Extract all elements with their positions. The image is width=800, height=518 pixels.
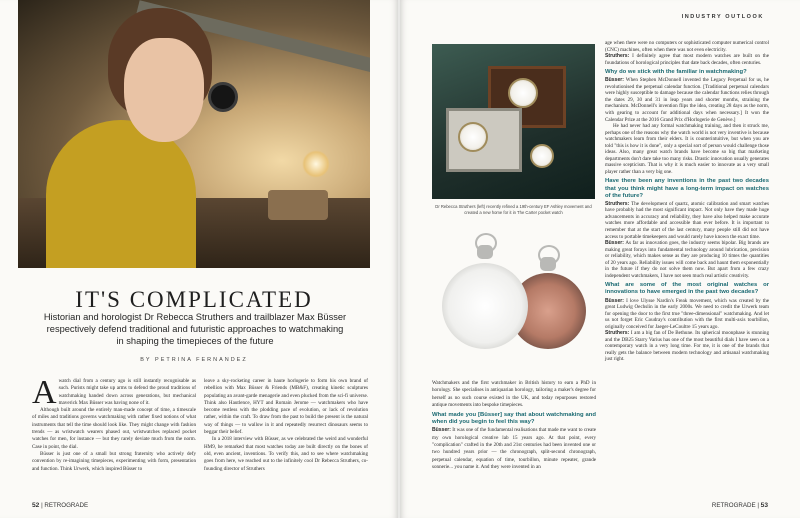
interview-answer: [432, 427, 596, 471]
answer-text: I am a big fan of De Bethune. Its spherical moonphase is stunning and the DB25 Starry Varius has one of the most beautiful dials I have seen on a contemporary watch in a very long time. For me, it is one of the brands that really gets the balance between modern technology and artisanal watchmaking just right.: [605, 330, 769, 363]
answer-text: I definitely agree that most modern watches are built on the foundations of horological principles that date back decades, often centuries.: [605, 53, 769, 66]
right-page: [400, 0, 800, 518]
hero-lamp-glow: [302, 150, 330, 178]
drop-cap: A: [32, 374, 57, 411]
interview-answer: [605, 240, 769, 279]
speaker-label: Struthers:: [605, 330, 630, 337]
speaker-label: Struthers:: [605, 200, 630, 207]
body-paragraph: Büsser is just one of a small but strong fraternity who actively defy convention by re-imagining timepieces, experimenting with form, presentation and function. Think Urwerk, which inspired Büsser to: [32, 450, 196, 472]
body-column-3: [432, 380, 596, 471]
body-paragraph: Watchmakers and the first watchmaker in British history to earn a PhD in horology. She specialises in antiquarian horology, tailoring a maker's degree for herself as no such course existed in the UK, and today repurposes restored antique movements into bespoke timepieces.: [432, 380, 596, 408]
interview-question: What are some of the most original watches or innovations to have emerged in the past two decades?: [605, 282, 769, 296]
answer-text: As far as innovation goes, the industry seems bipolar. Big brands are making great forays into fundamental technology around lubrication, precision or reliability, which makes sense as they are producing 10 times the quantities of 20 years ago. Reliability issues will come back and haunt them exponentially in the future if they do not solve them now. But apart from a few crazy independent watchmakers, I have not seen much real artistic creativity.: [605, 240, 769, 279]
interview-answer: [605, 330, 769, 363]
photo-pocket-watches: [440, 233, 590, 373]
interview-answer: [605, 53, 769, 66]
body-paragraph: Although built around the entirely man-made concept of time, a timescale of miles and traditions governs watchmaking with rather fixed notions of what instruments that tell the time should look like. They might change with fashion trends — as wristwatch wearers phased out, wristwatches replaced pocket watches for men, for instance — but they rarely deviate much from the norm. Case in point, the dial.: [32, 407, 196, 450]
answer-text: It was one of the fundamental realisations that made me want to create my own horological creative lab 15 years ago. At that point, every "complication" crafted in the 20th and 21st centuries had been invented one or two hundred years prior — the chronograph, split-second chronograph, perpetual calendar, equation of time, tourbillon, minute repeater, grande sonnerie... you name it. And they were invented in an: [432, 427, 596, 470]
right-folio: RETROGRADE | 53: [711, 502, 768, 509]
body-paragraph: age when there were no computers or sophisticated computer numerical control (CNC) machines, often when there was not even electricity.: [605, 40, 769, 53]
hero-person: [46, 8, 216, 268]
photo-caption: Dr Rebecca Struthers (left) recently refined a 19th-century EF Ashley movement and created a new home for it in The Carter pocket watch: [435, 204, 592, 215]
left-page: [0, 0, 398, 518]
watch-crown-icon: [477, 245, 493, 259]
answer-text: When Stephen McDonnell invented the Legacy Perpetual for us, he revolutionised the perpetual calendar function. [Traditional perpetual calendars were highly susceptible to damage because the calendar functions relies through the dates 29, 30 and 31 in leap years and shorter months, straining the mechanism. McDonnell's invention flips the idea, creating 28 days as the norm, with gearing to account for additional days when necessary.] It won the Calendar Prize at the 2016 Grand Prix d'Horlogerie de Genève.]: [605, 77, 769, 123]
speaker-label: Büsser:: [605, 297, 624, 304]
left-page-number: 52: [32, 502, 40, 509]
hero-photo-watchmaker: [18, 0, 370, 268]
interview-answer: [605, 298, 769, 331]
body-paragraph: leave a sky-rocketing career in haute horlogerie to form his own brand of rebellion with Max Büsser & Friends (MB&F), creating kinetic sculptures populating an avant-garde menagerie and even plucked from the sci-fi universe. Think also Hautlence, HYT and Romain Jerome — watchmakers who have become restless with the plodding pace of evolution, or lack of revolution rather, within the craft. To draw from the past to build the present is the natural way of things — to wallow in it and repeatedly resurrect dinosaurs seems to beggar their belief.: [204, 378, 368, 436]
pocket-watch-icon: [530, 144, 554, 168]
interview-question: Why do we stick with the familiar in watchmaking?: [605, 69, 747, 76]
body-column-4: [605, 40, 769, 363]
speaker-label: Struthers:: [605, 53, 630, 60]
body-column-1: [32, 374, 196, 473]
photo-watch-cases: [432, 44, 595, 199]
body-column-2: [204, 378, 368, 473]
section-tag: INDUSTRY OUTLOOK: [681, 14, 764, 20]
pocket-watch-icon: [508, 78, 538, 108]
left-folio: 52 | RETROGRADE: [32, 502, 89, 509]
hero-tool-block: [268, 190, 328, 220]
body-paragraph: [32, 374, 196, 411]
interview-question: What made you [Büsser] say that about watchmaking and when did you begin to feel this way?: [432, 412, 596, 426]
pocket-watch-icon: [458, 122, 488, 152]
article-title: IT'S COMPLICATED: [75, 287, 313, 312]
right-page-number: 53: [760, 502, 768, 509]
speaker-label: Büsser:: [605, 77, 624, 84]
watch-crown-icon: [540, 257, 556, 271]
speaker-label: Büsser:: [605, 240, 624, 247]
interview-answer: [605, 201, 769, 240]
answer-text: The development of quartz, atomic calibration and smart watches have probably had the most significant impact. Not only have they made huge advancements in accuracy and reliability, they have also helped make accurate watches more affordable and accessible than ever before. It is important to remember that at the start of the last century, many people still did not have access to portable timekeepers and would rarely have known the exact time.: [605, 200, 769, 240]
left-magazine-name: RETROGRADE: [44, 502, 89, 509]
body-paragraph: In a 2018 interview with Büsser, as we celebrated the weird and wonderful HM9, he remarked that most watches today are built directly on the bones of old, even ancient, inventions. To verify this, and to see where watchmaking goes from here, we reached out to the infinitely cool Dr Rebecca Struthers, co-founding director of Struthers: [204, 436, 368, 472]
article-byline: BY PETRINA FERNANDEZ: [140, 357, 248, 363]
hero-face: [124, 38, 204, 142]
article-standfirst: Historian and horologist Dr Rebecca Struthers and trailblazer Max Büsser respectively defend traditional and futuristic approaches to watchmaking in shaping the timepieces of the future: [43, 312, 347, 347]
pocket-watch-white-dial-icon: [442, 263, 528, 349]
answer-text: I love Ulysse Nardin's Freak movement, which was created by the great Ludwig Oechslin in the early 2000s. We need to credit the Urwerk team for opening the door to the first true "three-dimensional" watchmaking. And let us not forget Eric Coudray's contribution with the first multi-axis tourbillon, originally conceived for Jaeger-LeCoultre 15 years ago.: [605, 297, 770, 330]
hero-sweater: [46, 120, 196, 268]
body-lead-text: watch dial from a century ago is still instantly recognisable as such. Purists might take up arms to defend the proud traditions of watchmaking handed down across generations, but mechanical maverick Max Büsser was having none of it.: [58, 378, 196, 406]
speaker-label: Büsser:: [432, 427, 451, 434]
interview-question: Have there been any inventions in the past two decades that you think might have a long-term impact on watches of the future?: [605, 178, 769, 199]
body-paragraph: He had never had any formal watchmaking training, and then it struck me, perhaps one of the reasons why the watch world is not very inventive is because watchmakers learn from their elders. It is counterintuitive, but when you are told "this is how it is done", only a special sort of person would challenge those ideas. Also, many great watch brands have become so big that marketing departments don't dare take too many risks. Drastic innovation usually generates massive scepticism. That is why it is much easier to innovate as a very small player rather than a very big one.: [605, 123, 770, 175]
loupe-icon: [208, 82, 238, 112]
right-magazine-name: RETROGRADE: [711, 502, 756, 509]
interview-answer: [605, 77, 769, 123]
